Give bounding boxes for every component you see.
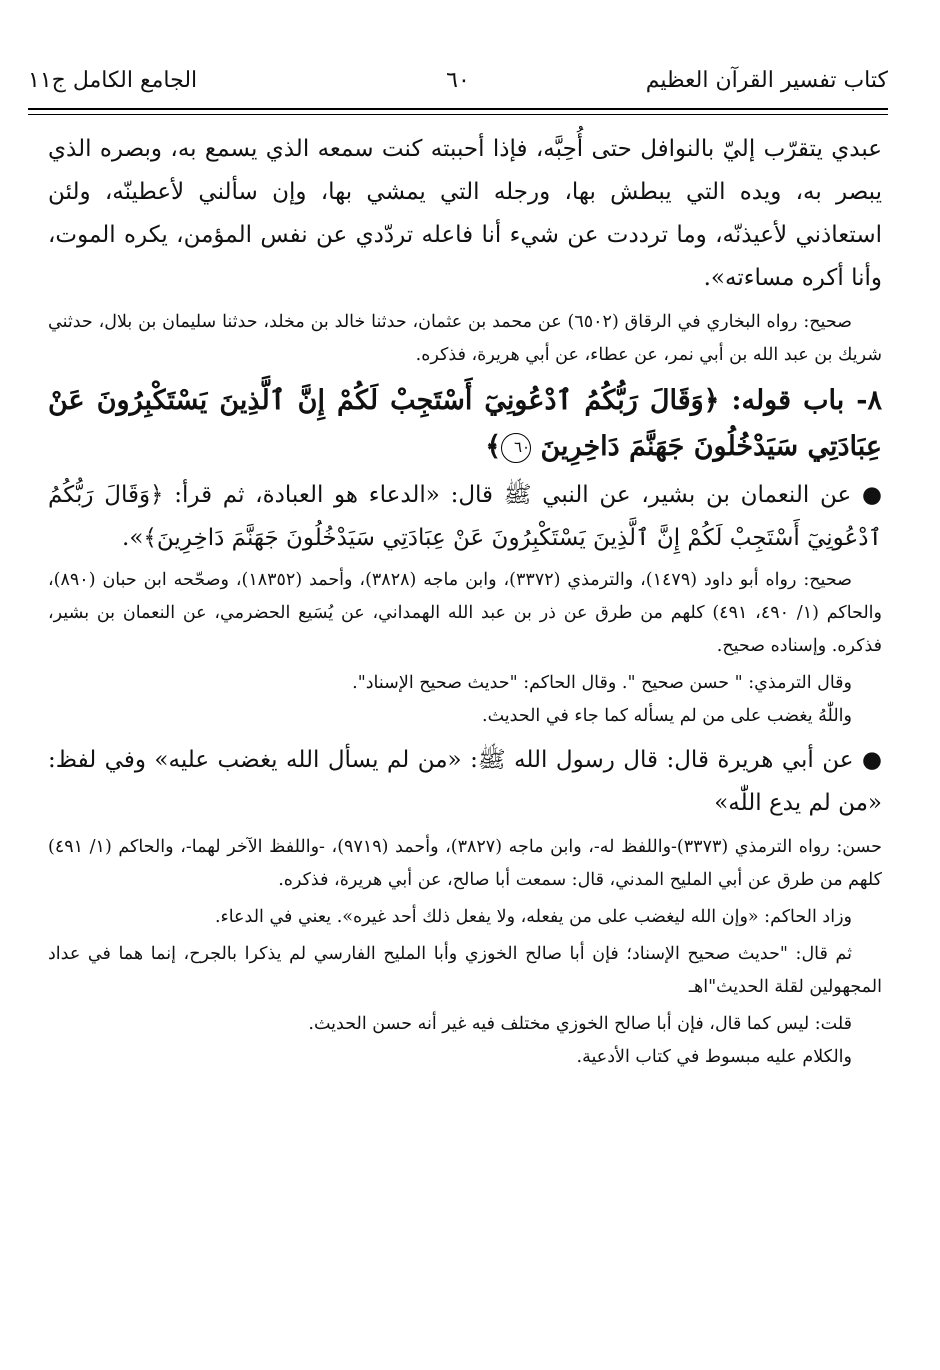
verse-closing-bracket: ﴾	[485, 431, 502, 462]
chapter-heading	[48, 378, 882, 470]
author-comment: قلت: ليس كما قال، فإن أبا صالح الخوزي مختلف فيه غير أنه حسن الحديث.	[308, 1014, 852, 1034]
grading-note: وقال الترمذي: " حسن صحيح ". وقال الحاكم: "حديث صحيح الإسناد".	[352, 673, 852, 693]
page-body	[48, 128, 882, 1074]
verse-number-marker: ٦٠	[501, 433, 531, 463]
takhrij-note: صحيح: رواه البخاري في الرقاق (٦٥٠٢) عن محمد بن عثمان، حدثنا خالد بن مخلد، حدثنا سليمان بن بلال، حدثني شريك بن عبد الله بن أبي نمر، عن عطاء، عن أبي هريرة، فذكره.	[48, 312, 882, 365]
hadith-abu-hurayra: ● عن أبي هريرة قال: قال رسول الله ﷺ: «من لم يسأل الله يغضب عليه» وفي لفظ: «من لم يدع اللّٰه»	[48, 747, 882, 816]
hakim-quote: ثم قال: "حديث صحيح الإسناد؛ فإن أبا صالح الخوزي وأبا المليح الفارسي لم يذكرا بالجرح، إنما هما في عداد المجهولين لقلة الحديث"اهـ	[48, 944, 882, 997]
takhrij-note: حسن: رواه الترمذي (٣٣٧٣)-واللفظ له-، وابن ماجه (٣٨٢٧)، وأحمد (٩٧١٩)، -واللفظ الآخر لهما-، والحاكم (١/ ٤٩١) كلهم من طرق عن أبي المليح المدني، قال: سمعت أبا صالح، عن أبي هريرة، فذكره.	[48, 837, 882, 890]
volume-label: الجامع الكامل ج١١	[28, 68, 198, 93]
header-rule-thick	[28, 108, 888, 110]
takhrij-note: صحيح: رواه أبو داود (١٤٧٩)، والترمذي (٣٣٧٢)، وابن ماجه (٣٨٢٨)، وأحمد (١٨٣٥٢)، وصحّحه ابن حبان (٨٩٠)، والحاكم (١/ ٤٩٠، ٤٩١) كلهم من طرق عن ذر بن عبد الله الهمداني، عن يُسَيع الحضرمي، عن النعمان بن بشير، فذكره. وإسناده صحيح.	[48, 570, 882, 656]
book-title: كتاب تفسير القرآن العظيم	[645, 68, 888, 93]
hadith-continuation: عبدي يتقرّب إليّ بالنوافل حتى أُحِبَّه، فإذا أحببته كنت سمعه الذي يسمع به، وبصره الذي يبصر به، ويده التي يبطش بها، ورجله التي يمشي بها، وإن سألني لأعطينّه، ولئن استعاذني لأعيذنّه، وما ترددت عن شيء أنا فاعله تردّدي عن نفس المؤمن، يكره الموت، وأنا أكره مساءته».	[48, 136, 882, 291]
page-number: ٦٠	[446, 68, 470, 93]
page-header	[28, 62, 888, 102]
addition-note: وزاد الحاكم: «وإن الله ليغضب على من يفعله، ولا يفعل ذلك أحد غيره». يعني في الدعاء.	[214, 907, 852, 927]
header-rule-thin	[28, 114, 888, 115]
commentary-note: واللّٰهُ يغضب على من لم يسأله كما جاء في الحديث.	[482, 706, 852, 726]
hadith-nu-man: ● عن النعمان بن بشير، عن النبي ﷺ قال: «الدعاء هو العبادة، ثم قرأ: ﴿وَقَالَ رَبُّكُمُ ٱدْعُونِيٓ أَسْتَجِبْ لَكُمْ إِنَّ ٱلَّذِينَ يَسْتَكْبِرُونَ عَنْ عِبَادَتِي سَيَدْخُلُونَ جَهَنَّمَ دَاخِرِينَ﴾».	[48, 482, 882, 551]
chapter-heading-text: ٨- باب قوله: ﴿وَقَالَ رَبُّكُمُ ٱدْعُونِيٓ أَسْتَجِبْ لَكُمْ إِنَّ ٱلَّذِينَ يَسْتَكْبِرُونَ عَنْ عِبَادَتِي سَيَدْخُلُونَ جَهَنَّمَ دَاخِرِينَ	[48, 385, 882, 462]
closing-note: والكلام عليه مبسوط في كتاب الأدعية.	[576, 1047, 852, 1067]
